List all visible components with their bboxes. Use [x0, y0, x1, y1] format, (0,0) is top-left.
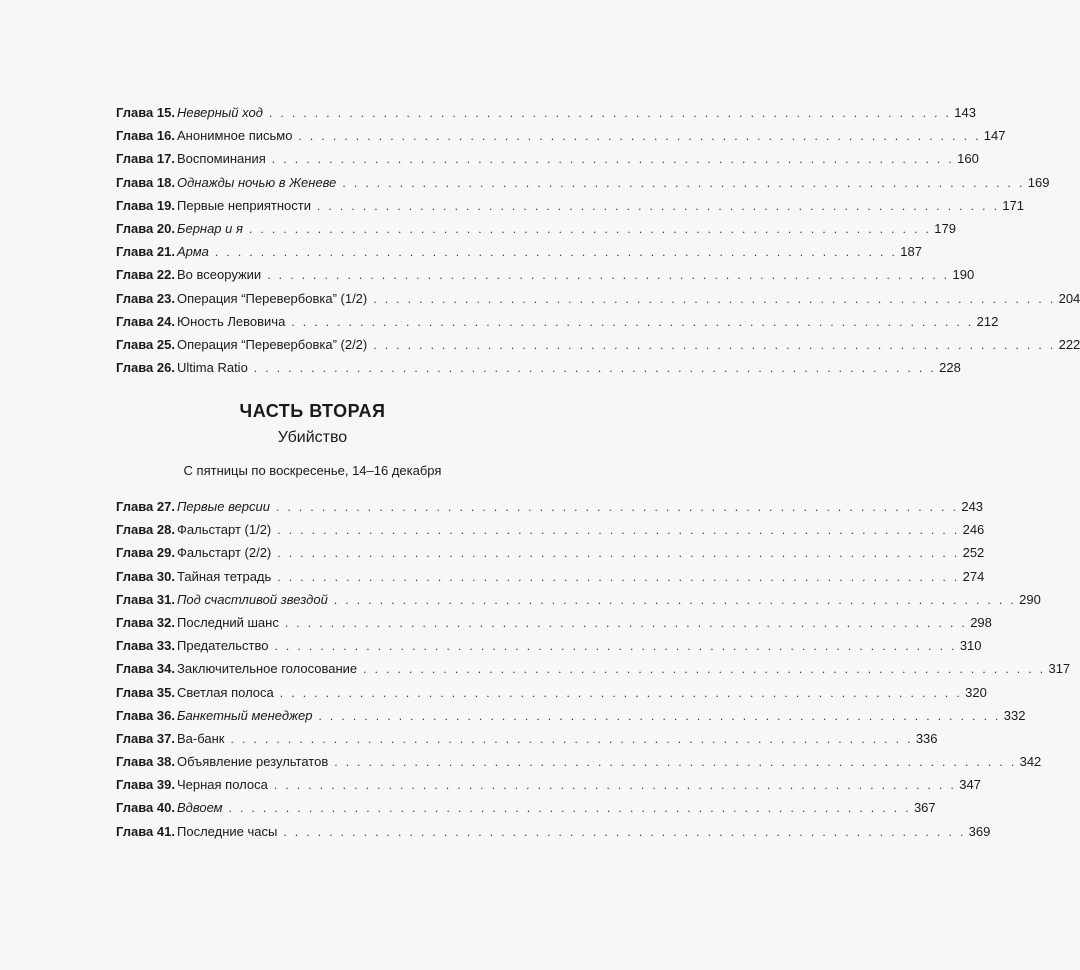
chapter-number: Глава 29.: [116, 545, 175, 561]
page-number: 336: [915, 730, 938, 746]
chapter-number: Глава 22.: [116, 267, 175, 283]
page-number: 367: [913, 800, 936, 816]
toc-entry: [116, 681, 987, 704]
chapter-number: Глава 16.: [116, 128, 175, 144]
toc-entry: [116, 194, 1025, 217]
page-number: 342: [1019, 754, 1042, 770]
toc-entry: [116, 796, 936, 819]
chapter-number: Глава 34.: [116, 661, 175, 677]
dot-leader: . . . . . . . . . . . . . . . . . . . . . . . . . . . . . . . . . . . . . . . . . . . . . . . . . . . . . . . . . . . .: [248, 221, 932, 236]
toc-entry: [116, 240, 922, 263]
toc-entry: [116, 588, 1041, 611]
toc-entry: [116, 773, 981, 796]
dot-leader: . . . . . . . . . . . . . . . . . . . . . . . . . . . . . . . . . . . . . . . . . . . . . . . . . . . . . . . . . . . .: [333, 592, 1017, 607]
toc-entry: [116, 124, 1006, 147]
chapter-number: Глава 24.: [116, 313, 175, 329]
dot-leader: . . . . . . . . . . . . . . . . . . . . . . . . . . . . . . . . . . . . . . . . . . . . . . . . . . . . . . . . . . . .: [230, 731, 913, 746]
dot-leader: . . . . . . . . . . . . . . . . . . . . . . . . . . . . . . . . . . . . . . . . . . . . . . . . . . . . . . . . . . . .: [273, 778, 957, 793]
chapter-title: Первые неприятности: [177, 197, 311, 213]
chapter-number: Глава 18.: [116, 174, 175, 190]
chapter-number: Глава 27.: [116, 499, 175, 514]
dot-leader: . . . . . . . . . . . . . . . . . . . . . . . . . . . . . . . . . . . . . . . . . . . . . . . . . . . . . . . . . . . .: [271, 152, 955, 167]
page-number: 310: [959, 638, 982, 654]
dot-leader: . . . . . . . . . . . . . . . . . . . . . . . . . . . . . . . . . . . . . . . . . . . . . . . . . . . . . . . . . . . .: [274, 639, 957, 654]
page-number: 246: [962, 522, 985, 538]
page-number: 147: [983, 128, 1006, 144]
page-number: 369: [968, 823, 991, 839]
chapter-title: Однажды ночью в Женеве: [177, 174, 337, 190]
chapter-title: Последние часы: [177, 823, 278, 839]
toc-entry: [116, 263, 975, 286]
chapter-title: Воспоминания: [177, 151, 266, 167]
toc-entry: [116, 518, 985, 541]
toc-entry: [116, 750, 1042, 773]
chapter-title: Тайная тетрадь: [177, 568, 272, 584]
toc-entry: [116, 611, 992, 634]
chapter-title: Объявление результатов: [177, 754, 329, 770]
page-number: 298: [970, 614, 992, 630]
dot-leader: . . . . . . . . . . . . . . . . . . . . . . . . . . . . . . . . . . . . . . . . . . . . . . . . . . . . . . . . . . . .: [373, 337, 1056, 352]
chapter-title: Юность Левовича: [177, 313, 286, 329]
part-two-header: [0, 398, 625, 481]
chapter-title: Во всеоружии: [177, 267, 262, 283]
dot-leader: . . . . . . . . . . . . . . . . . . . . . . . . . . . . . . . . . . . . . . . . . . . . . . . . . . . . . . . . . . . .: [267, 268, 950, 283]
dot-leader: . . . . . . . . . . . . . . . . . . . . . . . . . . . . . . . . . . . . . . . . . . . . . . . . . . . . . . . . . . . .: [316, 198, 1000, 213]
chapter-number: Глава 15.: [116, 105, 175, 120]
chapter-title: Операция “Перевербовка” (1/2): [177, 290, 368, 306]
dot-leader: . . . . . . . . . . . . . . . . . . . . . . . . . . . . . . . . . . . . . . . . . . . . . . . . . . . . . . . . . . . .: [279, 685, 963, 700]
page-number: 290: [1019, 591, 1041, 607]
dot-leader: . . . . . . . . . . . . . . . . . . . . . . . . . . . . . . . . . . . . . . . . . . . . . . . . . . . . . . . . . . . .: [228, 801, 911, 816]
page-number: 160: [957, 151, 979, 167]
dot-leader: . . . . . . . . . . . . . . . . . . . . . . . . . . . . . . . . . . . . . . . . . . . . . . . . . . . . . . . . . . . .: [214, 245, 898, 260]
chapter-number: Глава 19.: [116, 197, 175, 213]
page-number: 204: [1058, 290, 1080, 306]
chapter-number: Глава 20.: [116, 220, 175, 236]
page-number: 228: [939, 360, 961, 376]
chapter-number: Глава 35.: [116, 684, 175, 700]
dot-leader: . . . . . . . . . . . . . . . . . . . . . . . . . . . . . . . . . . . . . . . . . . . . . . . . . . . . . . . . . . . .: [276, 500, 959, 514]
page-number: 274: [962, 568, 985, 584]
page-number: 347: [959, 777, 981, 793]
chapter-title: Операция “Перевербовка” (2/2): [177, 336, 368, 352]
dot-leader: . . . . . . . . . . . . . . . . . . . . . . . . . . . . . . . . . . . . . . . . . . . . . . . . . . . . . . . . . . . .: [268, 106, 952, 120]
chapter-title: Фальстарт (1/2): [177, 522, 272, 538]
chapter-number: Глава 30.: [116, 568, 175, 584]
dot-leader: . . . . . . . . . . . . . . . . . . . . . . . . . . . . . . . . . . . . . . . . . . . . . . . . . . . . . . . . . . . .: [283, 824, 966, 839]
toc-entry: [116, 171, 1050, 194]
page-number: 222: [1058, 336, 1080, 352]
toc-part-two: [116, 495, 1071, 843]
part-dates: С пятницы по воскресенье, 14–16 декабря: [183, 463, 442, 478]
chapter-title: Бернар и я: [177, 220, 243, 236]
chapter-number: Глава 21.: [116, 244, 175, 260]
dot-leader: . . . . . . . . . . . . . . . . . . . . . . . . . . . . . . . . . . . . . . . . . . . . . . . . . . . . . . . . . . . .: [334, 755, 1017, 770]
chapter-title: Банкетный менеджер: [177, 707, 313, 723]
dot-leader: . . . . . . . . . . . . . . . . . . . . . . . . . . . . . . . . . . . . . . . . . . . . . . . . . . . . . . . . . . . .: [363, 662, 1046, 677]
chapter-title: Вдвоем: [177, 800, 223, 816]
chapter-number: Глава 33.: [116, 638, 175, 654]
dot-leader: . . . . . . . . . . . . . . . . . . . . . . . . . . . . . . . . . . . . . . . . . . . . . . . . . . . . . . . . . . . .: [318, 708, 1001, 723]
chapter-title: Светлая полоса: [177, 684, 274, 700]
toc-entry: [116, 704, 1026, 727]
chapter-title: Ва-банк: [177, 730, 225, 746]
chapter-number: Глава 39.: [116, 777, 175, 793]
toc-entry: [116, 727, 938, 750]
toc-entry: [116, 356, 961, 379]
chapter-title: Предательство: [177, 638, 269, 654]
page-number: 171: [1002, 197, 1025, 213]
chapter-title: Под счастливой звездой: [177, 591, 328, 607]
chapter-title: Неверный ход: [177, 105, 263, 120]
page-number: 143: [954, 105, 976, 120]
dot-leader: . . . . . . . . . . . . . . . . . . . . . . . . . . . . . . . . . . . . . . . . . . . . . . . . . . . . . . . . . . . .: [373, 291, 1056, 306]
dot-leader: . . . . . . . . . . . . . . . . . . . . . . . . . . . . . . . . . . . . . . . . . . . . . . . . . . . . . . . . . . . .: [277, 523, 960, 538]
page-number: 179: [934, 220, 956, 236]
dot-leader: . . . . . . . . . . . . . . . . . . . . . . . . . . . . . . . . . . . . . . . . . . . . . . . . . . . . . . . . . . . .: [253, 361, 937, 376]
toc-entry: [116, 333, 1080, 356]
chapter-title: Черная полоса: [177, 777, 268, 793]
toc-entry: [116, 101, 976, 124]
toc-entry: [116, 634, 982, 657]
chapter-number: Глава 37.: [116, 730, 175, 746]
chapter-title: Анонимное письмо: [177, 128, 293, 144]
page-number: 243: [961, 499, 984, 514]
toc-entry: [116, 541, 985, 564]
part-title: ЧАСТЬ ВТОРАЯ: [239, 401, 386, 421]
chapter-number: Глава 38.: [116, 754, 175, 770]
page-number: 317: [1048, 661, 1071, 677]
chapter-number: Глава 23.: [116, 290, 175, 306]
dot-leader: . . . . . . . . . . . . . . . . . . . . . . . . . . . . . . . . . . . . . . . . . . . . . . . . . . . . . . . . . . . .: [277, 546, 960, 561]
page-number: 320: [965, 684, 987, 700]
page-number: 252: [962, 545, 985, 561]
dot-leader: . . . . . . . . . . . . . . . . . . . . . . . . . . . . . . . . . . . . . . . . . . . . . . . . . . . . . . . . . . . .: [277, 569, 960, 584]
chapter-title: Последний шанс: [177, 614, 279, 630]
dot-leader: . . . . . . . . . . . . . . . . . . . . . . . . . . . . . . . . . . . . . . . . . . . . . . . . . . . . . . . . . . . .: [291, 314, 974, 329]
dot-leader: . . . . . . . . . . . . . . . . . . . . . . . . . . . . . . . . . . . . . . . . . . . . . . . . . . . . . . . . . . . .: [298, 129, 981, 144]
chapter-number: Глава 40.: [116, 800, 175, 816]
chapter-number: Глава 32.: [116, 614, 175, 630]
toc-entry: [116, 310, 999, 333]
chapter-title: Первые версии: [177, 499, 270, 514]
chapter-number: Глава 41.: [116, 823, 175, 839]
page-number: 169: [1027, 174, 1050, 190]
chapter-number: Глава 31.: [116, 591, 175, 607]
chapter-number: Глава 17.: [116, 151, 175, 167]
toc-entry: [116, 495, 984, 518]
page-number: 190: [952, 267, 975, 283]
toc-entry: [116, 217, 956, 240]
toc-entry: [116, 657, 1071, 680]
toc-entry: [116, 565, 985, 588]
page-number: 187: [900, 244, 922, 260]
chapter-number: Глава 28.: [116, 522, 175, 538]
toc-entry: [116, 820, 991, 843]
page-number: 332: [1003, 707, 1026, 723]
dot-leader: . . . . . . . . . . . . . . . . . . . . . . . . . . . . . . . . . . . . . . . . . . . . . . . . . . . . . . . . . . . .: [284, 615, 968, 630]
chapter-title: Арма: [177, 244, 209, 260]
chapter-title: Ultima Ratio: [177, 360, 248, 376]
toc-entry: [116, 147, 979, 170]
toc-entry: [116, 287, 1080, 310]
chapter-title: Заключительное голосование: [177, 661, 358, 677]
page-number: 212: [976, 313, 999, 329]
dot-leader: . . . . . . . . . . . . . . . . . . . . . . . . . . . . . . . . . . . . . . . . . . . . . . . . . . . . . . . . . . . .: [342, 175, 1025, 190]
toc-part-one: [116, 101, 1080, 379]
chapter-number: Глава 36.: [116, 707, 175, 723]
chapter-title: Фальстарт (2/2): [177, 545, 272, 561]
part-subtitle: Убийство: [277, 429, 348, 446]
chapter-number: Глава 25.: [116, 336, 175, 352]
chapter-number: Глава 26.: [116, 360, 175, 376]
